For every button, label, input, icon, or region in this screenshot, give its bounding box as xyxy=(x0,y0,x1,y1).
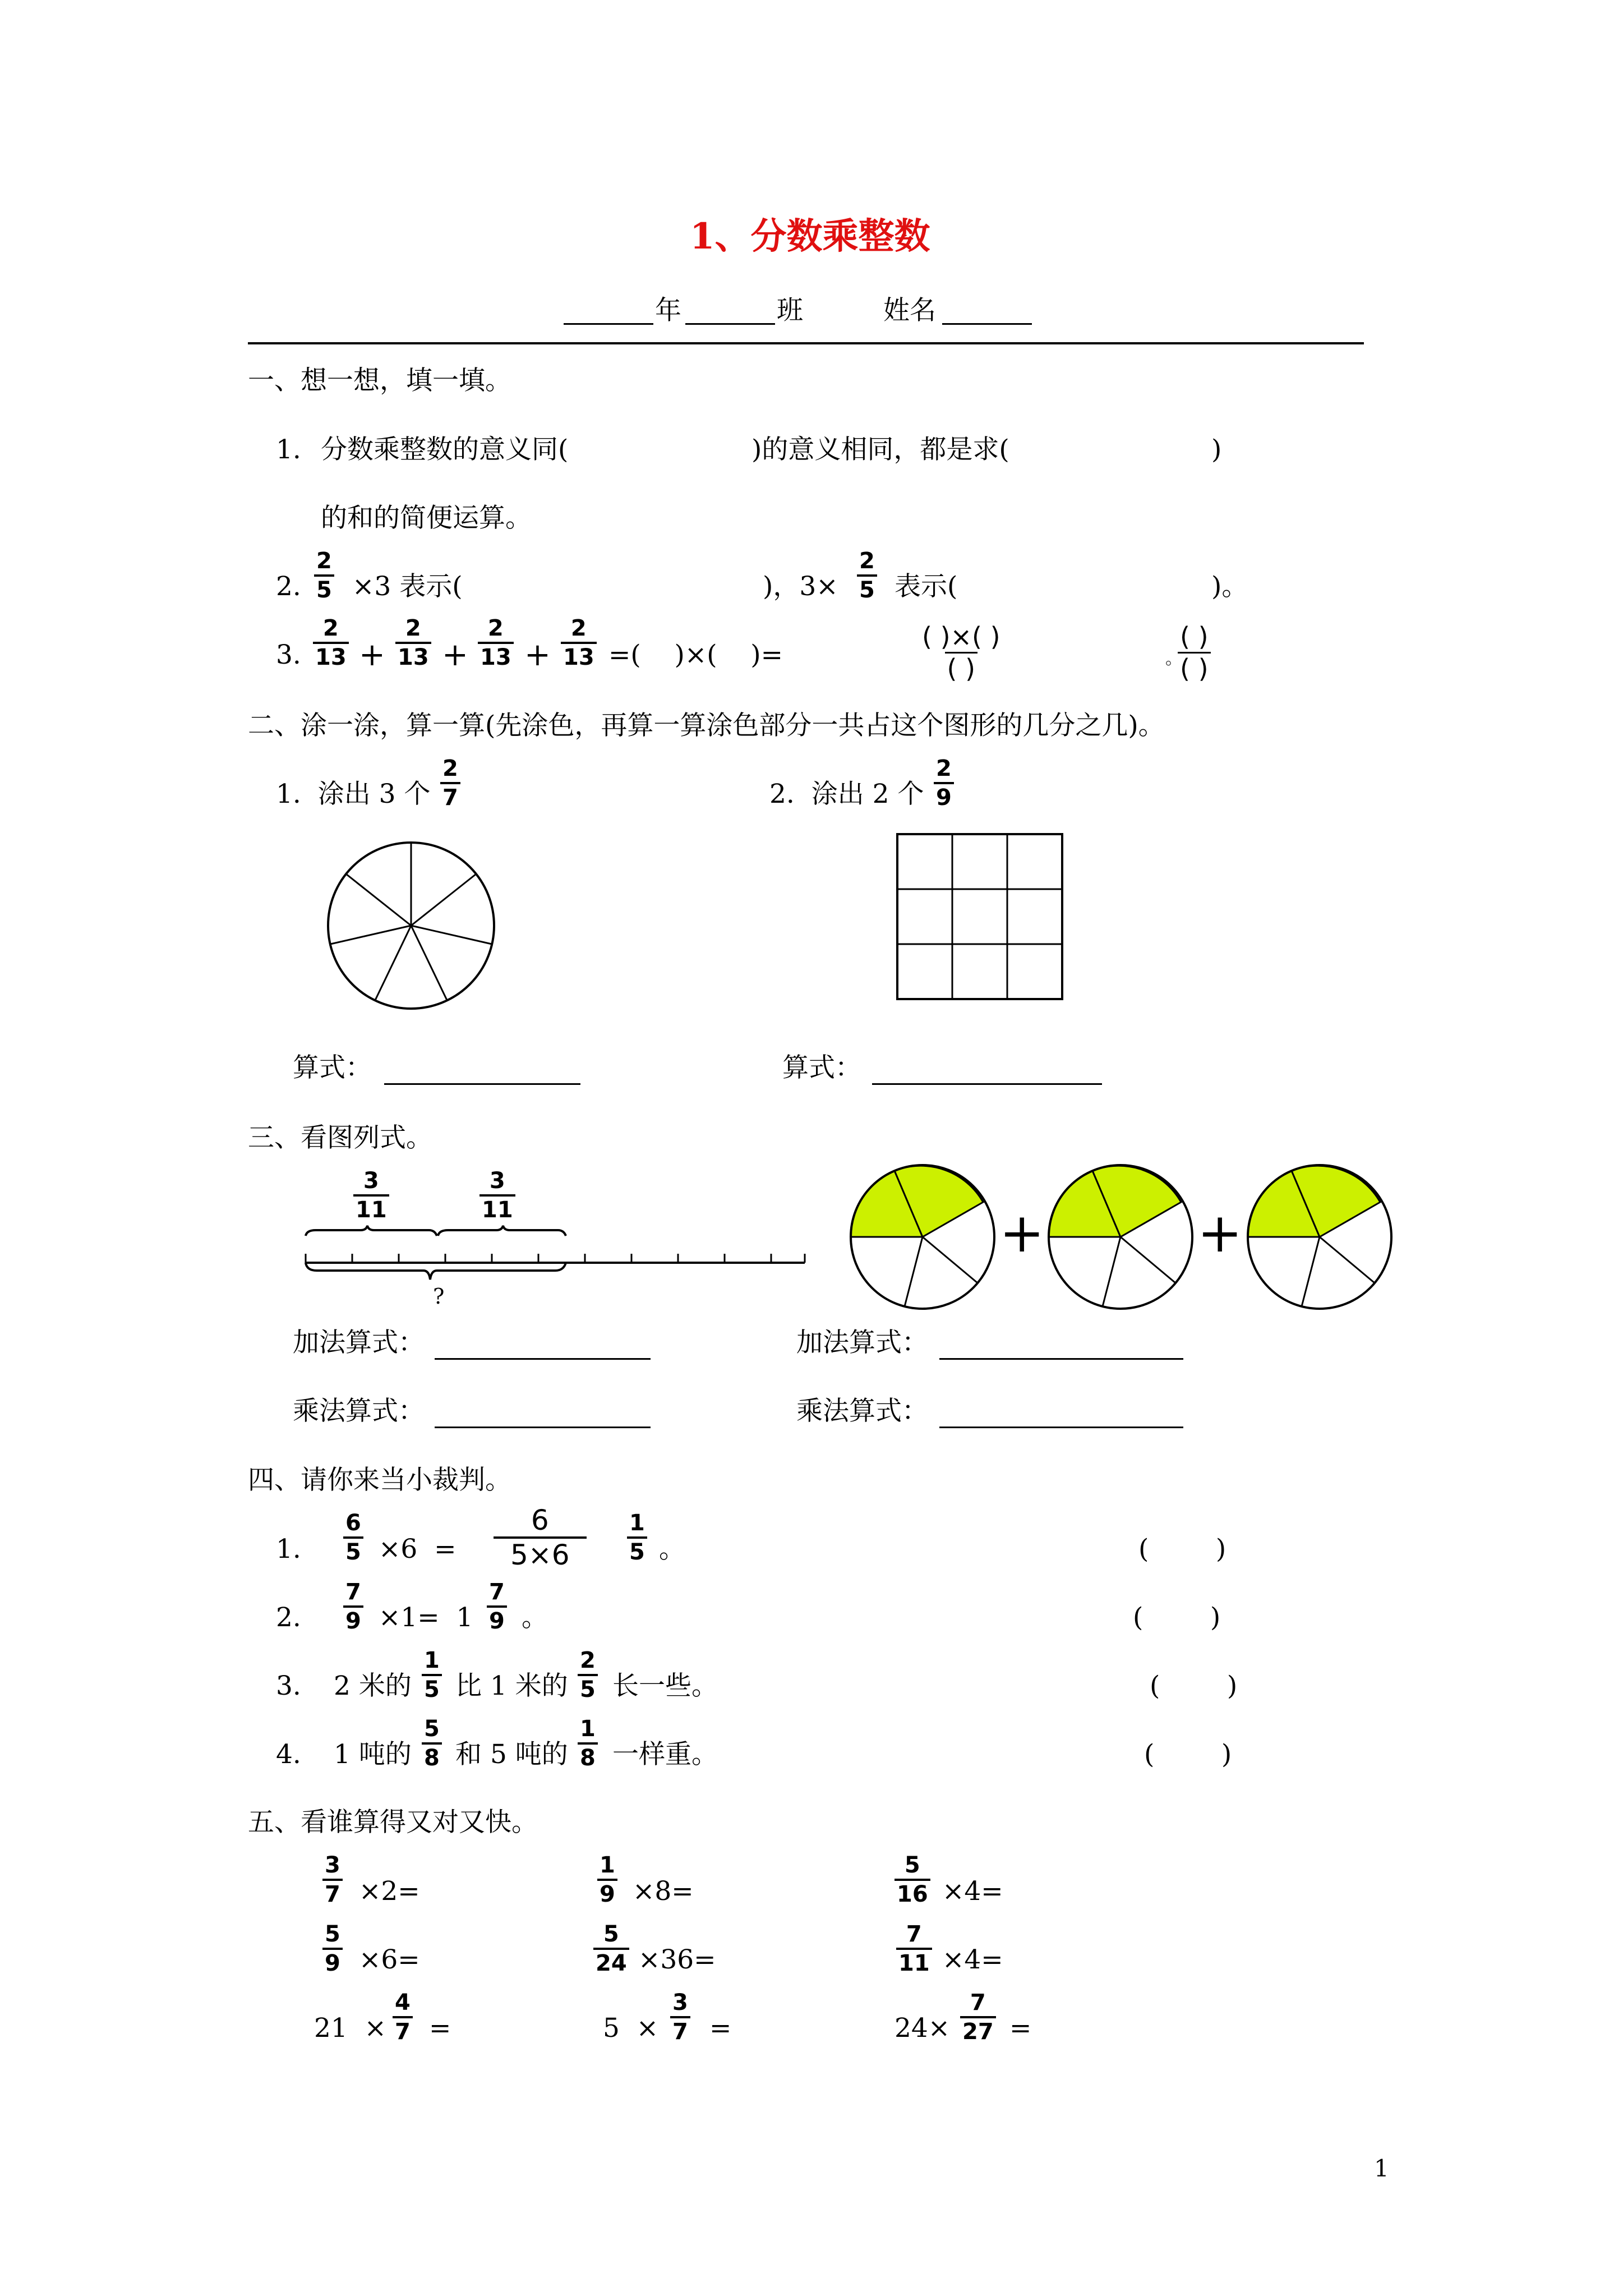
fraction-2-5: $\frac{2}{5}$ xyxy=(857,550,877,601)
s1-q2-number: 2. xyxy=(276,571,301,602)
fraction-3-11: $\frac{3}{11}$ xyxy=(479,1170,515,1221)
fraction-5-16: $\frac{5}{16}$ xyxy=(895,1854,930,1906)
exercise-r3c3-prefix: 24× xyxy=(895,2013,951,2044)
fraction-2-13: $\frac{2}{13}$ xyxy=(395,617,431,669)
fraction-3-11: $\frac{3}{11}$ xyxy=(353,1170,389,1221)
exercise-r1c1: ×2= xyxy=(359,1876,420,1907)
s1-q1-number: 1. xyxy=(276,434,301,465)
fraction-1-9: $\frac{1}{9}$ xyxy=(597,1854,617,1906)
equals-sign: = xyxy=(1009,2013,1032,2044)
s4-q4-text-a: 1 吨的 xyxy=(334,1739,412,1770)
grid-3x3[interactable] xyxy=(896,833,1064,1001)
s4-q2-text: ×1= 1 xyxy=(379,1602,473,1633)
formula-blank[interactable] xyxy=(435,1338,651,1360)
s2-q1-text: 1. 涂出 3 个 xyxy=(276,779,431,809)
fraction-2-9: $\frac{2}{9}$ xyxy=(934,757,954,809)
section-4-heading: 四、请你来当小裁判。 xyxy=(248,1465,511,1496)
judge-paren-2[interactable]: ( ) xyxy=(1133,1602,1221,1633)
section-5-heading: 五、看谁算得又对又快。 xyxy=(248,1807,538,1838)
shaded-circle-2 xyxy=(1042,1158,1199,1315)
s1-q2-text-c: 表示( xyxy=(895,571,958,602)
s4-q3-number: 3. xyxy=(276,1671,301,1701)
s4-q1-number: 1. xyxy=(276,1534,301,1565)
s4-q1-text: ×6 = xyxy=(379,1534,457,1565)
exercise-r2c1: ×6= xyxy=(359,1944,420,1975)
s1-q1-text-a: 分数乘整数的意义同( xyxy=(321,434,569,465)
s4-q4-text-c: 一样重。 xyxy=(612,1739,718,1770)
s1-q3-mid: =( )×( )= xyxy=(608,639,783,670)
fraction-2-5: $\frac{2}{5}$ xyxy=(578,1649,598,1701)
multiplication-formula-label: 乘法算式： xyxy=(796,1396,928,1427)
section-3-heading: 三、看图列式。 xyxy=(248,1122,432,1153)
fraction-5-8: $\frac{5}{8}$ xyxy=(422,1718,442,1769)
fraction-2-13: $\frac{2}{13}$ xyxy=(561,617,597,669)
class-blank[interactable] xyxy=(685,303,775,325)
fraction-2-13: $\frac{2}{13}$ xyxy=(313,617,349,669)
s1-q3-number: 3. xyxy=(276,639,301,670)
fraction-2-5: $\frac{2}{5}$ xyxy=(314,550,334,601)
judge-paren-4[interactable]: ( ) xyxy=(1144,1739,1232,1770)
fraction-2-7: $\frac{2}{7}$ xyxy=(440,757,460,809)
fraction-7-27: $\frac{7}{27}$ xyxy=(960,1991,996,2043)
header-rule xyxy=(248,342,1364,344)
equals-sign: = xyxy=(429,2013,451,2044)
exercise-r1c3: ×4= xyxy=(942,1876,1003,1907)
circle-divided-into-7[interactable] xyxy=(321,836,501,1015)
exercise-r1c2: ×8= xyxy=(633,1876,694,1907)
section-1-heading: 一、想一想，填一填。 xyxy=(248,365,511,396)
name-blank[interactable] xyxy=(942,303,1032,325)
plus-sign: + xyxy=(1197,1202,1243,1264)
fraction-3-7: $\frac{3}{7}$ xyxy=(322,1854,343,1906)
exercise-r3c2-prefix: 5 × xyxy=(603,2013,659,2044)
fraction-1-5: $\frac{1}{5}$ xyxy=(422,1649,442,1701)
s4-q4-number: 4. xyxy=(276,1739,301,1770)
fraction-5-24: $\frac{5}{24}$ xyxy=(593,1923,629,1975)
addition-formula-label: 加法算式： xyxy=(293,1327,425,1358)
plus-sign: + xyxy=(442,637,468,673)
page-title: 1、分数乘整数 xyxy=(690,215,930,257)
equals-sign: = xyxy=(709,2013,732,2044)
fraction-1-8: $\frac{1}{8}$ xyxy=(578,1718,598,1769)
plus-sign: + xyxy=(359,637,385,673)
formula-label: 算式： xyxy=(293,1052,372,1083)
multiplication-formula-label: 乘法算式： xyxy=(293,1396,425,1427)
answer-fraction-1[interactable]: ( )×( ) ( ) xyxy=(922,622,1000,684)
number-line xyxy=(300,1226,805,1299)
shaded-circle-1 xyxy=(844,1158,1001,1315)
section-2-heading: 二、涂一涂，算一算(先涂色，再算一算涂色部分一共占这个图形的几分之几)。 xyxy=(248,710,1165,741)
s1-q2-text-d: )。 xyxy=(1211,571,1248,602)
judge-paren-1[interactable]: ( ) xyxy=(1138,1534,1227,1565)
plus-sign: + xyxy=(524,637,551,673)
big-fraction-6-over-5x6: $\frac{6}{5\times 6}$ xyxy=(494,1506,587,1569)
fraction-3-7: $\frac{3}{7}$ xyxy=(670,1991,690,2043)
addition-formula-label: 加法算式： xyxy=(796,1327,928,1358)
formula-blank[interactable] xyxy=(872,1063,1102,1085)
class-label: 班 xyxy=(777,295,803,326)
fraction-2-13: $\frac{2}{13}$ xyxy=(478,617,514,669)
s1-q1-text-b: )的意义相同，都是求( xyxy=(751,434,1009,465)
s1-q2-text-a: ×3 表示( xyxy=(352,571,463,602)
s4-q2-number: 2. xyxy=(276,1602,301,1633)
shaded-circle-3 xyxy=(1241,1158,1398,1315)
formula-blank[interactable] xyxy=(435,1406,651,1428)
s4-q2-end: 。 xyxy=(522,1602,548,1633)
s2-q2-text: 2. 涂出 2 个 xyxy=(769,779,924,809)
s4-q4-text-b: 和 5 吨的 xyxy=(455,1739,568,1770)
name-label: 姓名 xyxy=(883,295,936,326)
question-mark: ? xyxy=(433,1284,445,1309)
exercise-r2c3: ×4= xyxy=(942,1944,1003,1975)
fraction-7-9: $\frac{7}{9}$ xyxy=(343,1581,363,1632)
s1-q1-text-c: ) xyxy=(1211,434,1222,465)
s4-q3-text-b: 比 1 米的 xyxy=(455,1671,568,1701)
year-label: 年 xyxy=(655,295,681,326)
s4-q3-text-c: 长一些。 xyxy=(612,1671,718,1701)
fraction-1-5: $\frac{1}{5}$ xyxy=(627,1512,647,1563)
answer-fraction-2[interactable]: ( ) ( ) xyxy=(1178,624,1211,682)
s1-q3-dot: 。 xyxy=(1165,649,1182,669)
fraction-4-7: $\frac{4}{7}$ xyxy=(393,1991,413,2043)
page-number: 1 xyxy=(1374,2155,1389,2182)
s4-q1-end: 。 xyxy=(659,1534,685,1565)
exercise-r3c1-prefix: 21 × xyxy=(314,2013,387,2044)
year-blank[interactable] xyxy=(564,303,653,325)
formula-blank[interactable] xyxy=(939,1406,1183,1428)
exercise-r2c2: ×36= xyxy=(638,1944,716,1975)
s1-q2-text-b: )，3× xyxy=(763,571,838,602)
judge-paren-3[interactable]: ( ) xyxy=(1150,1671,1238,1701)
formula-blank[interactable] xyxy=(384,1063,580,1085)
formula-label: 算式： xyxy=(782,1052,861,1083)
formula-blank[interactable] xyxy=(939,1338,1183,1360)
plus-sign: + xyxy=(999,1202,1045,1264)
fraction-6-5: $\frac{6}{5}$ xyxy=(343,1512,363,1563)
s1-q1-line2: 的和的简便运算。 xyxy=(321,503,532,533)
s4-q3-text-a: 2 米的 xyxy=(334,1671,412,1701)
fraction-5-9: $\frac{5}{9}$ xyxy=(322,1923,343,1975)
fraction-7-9: $\frac{7}{9}$ xyxy=(487,1581,507,1632)
fraction-7-11: $\frac{7}{11}$ xyxy=(896,1923,932,1975)
